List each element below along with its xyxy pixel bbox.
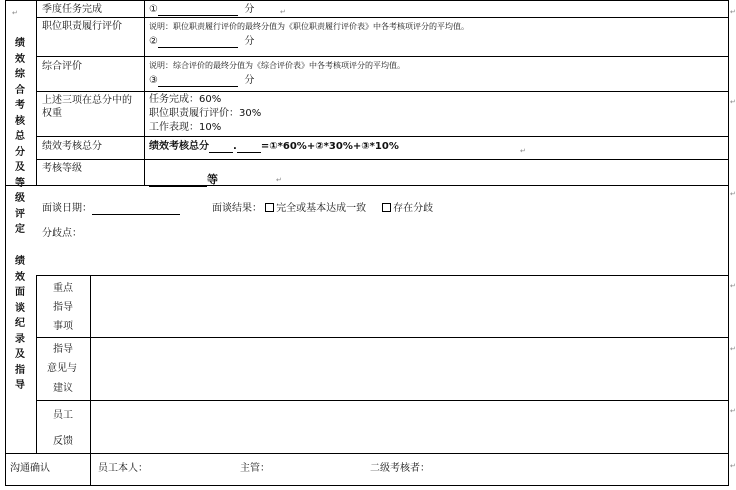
guidance-label: 意见与 <box>47 363 77 374</box>
row-end-mark: ↵ <box>730 190 736 198</box>
row-divider <box>36 400 729 401</box>
row-divider <box>36 91 729 92</box>
row-end-mark: ↵ <box>730 8 736 16</box>
total-label: 绩效考核总分 <box>42 141 102 152</box>
row-divider <box>36 136 729 137</box>
task-score-field[interactable]: ① 分 <box>149 4 255 15</box>
employee-signature-label[interactable]: 员工本人： <box>98 463 148 474</box>
weight-label-line1: 上述三项在总分中的 <box>42 95 132 106</box>
feedback-label: 反馈 <box>53 436 73 447</box>
focus-label: 事项 <box>53 321 73 332</box>
column-divider <box>90 453 91 486</box>
evaluation-form-table <box>5 0 729 486</box>
cell-end-mark: ↵ <box>280 8 286 16</box>
section-divider <box>5 185 729 186</box>
weight-item: 任务完成：60% <box>149 94 222 105</box>
agree-checkbox[interactable] <box>265 203 274 212</box>
section2-sidebar-label: 绩效面谈纪录及指导 <box>15 256 25 391</box>
grade-field[interactable]: 等 <box>149 174 218 187</box>
column-divider <box>144 0 145 185</box>
row-divider <box>36 337 729 338</box>
overall-label: 综合评价 <box>42 61 82 72</box>
section1-sidebar-label: 绩效综合考核总分及等级评定 <box>15 38 25 235</box>
weight-label-line2: 权重 <box>42 108 62 119</box>
row-divider <box>36 56 729 57</box>
row-end-mark: ↵ <box>730 462 736 470</box>
feedback-label: 员工 <box>53 410 73 421</box>
interview-date-field[interactable]: 面谈日期： <box>42 203 180 215</box>
task-label: 季度任务完成 <box>42 4 102 15</box>
row-end-mark: ↵ <box>730 282 736 290</box>
weight-item: 职位职责履行评价：30% <box>149 108 262 119</box>
reviewer-signature-label[interactable]: 二级考核者： <box>370 463 430 474</box>
disagree-checkbox[interactable] <box>382 203 391 212</box>
focus-label: 重点 <box>53 283 73 294</box>
column-divider <box>36 0 37 185</box>
row-divider <box>36 275 729 276</box>
disagreement-label: 分歧点： <box>42 228 82 239</box>
row-end-mark: ↵ <box>730 345 736 353</box>
duty-label: 职位职责履行评价 <box>42 21 122 32</box>
overall-note: 说明：综合评价的最终分值为《综合评价表》中各考核项评分的平均值。 <box>149 61 405 70</box>
row-end-mark: ↵ <box>730 98 736 106</box>
cell-end-mark: ↵ <box>276 176 282 184</box>
overall-score-field[interactable]: ③ 分 <box>149 75 255 86</box>
duty-score-field[interactable]: ② 分 <box>149 36 255 47</box>
confirm-label: 沟通确认 <box>10 463 50 474</box>
section-divider <box>5 453 729 454</box>
row-divider <box>36 159 729 160</box>
column-divider <box>90 275 91 453</box>
cell-end-mark: ↵ <box>520 147 526 155</box>
cell-end-mark: ↵ <box>12 9 18 17</box>
guidance-label: 建议 <box>53 383 73 394</box>
row-divider <box>36 17 729 18</box>
supervisor-signature-label[interactable]: 主管： <box>240 463 270 474</box>
focus-label: 指导 <box>53 302 73 313</box>
grade-label: 考核等级 <box>42 163 82 174</box>
row-end-mark: ↵ <box>730 407 736 415</box>
interview-result: 面谈结果： 完全或基本达成一致 存在分歧 <box>212 203 434 214</box>
guidance-label: 指导 <box>53 344 73 355</box>
total-formula[interactable]: 绩效考核总分 . =①*60%+②*30%+③*10% <box>149 141 399 152</box>
weight-item: 工作表现：10% <box>149 122 222 133</box>
column-divider <box>36 275 37 453</box>
duty-note: 说明：职位职责履行评价的最终分值为《职位职责履行评价表》中各考核项评分的平均值。 <box>149 22 469 31</box>
